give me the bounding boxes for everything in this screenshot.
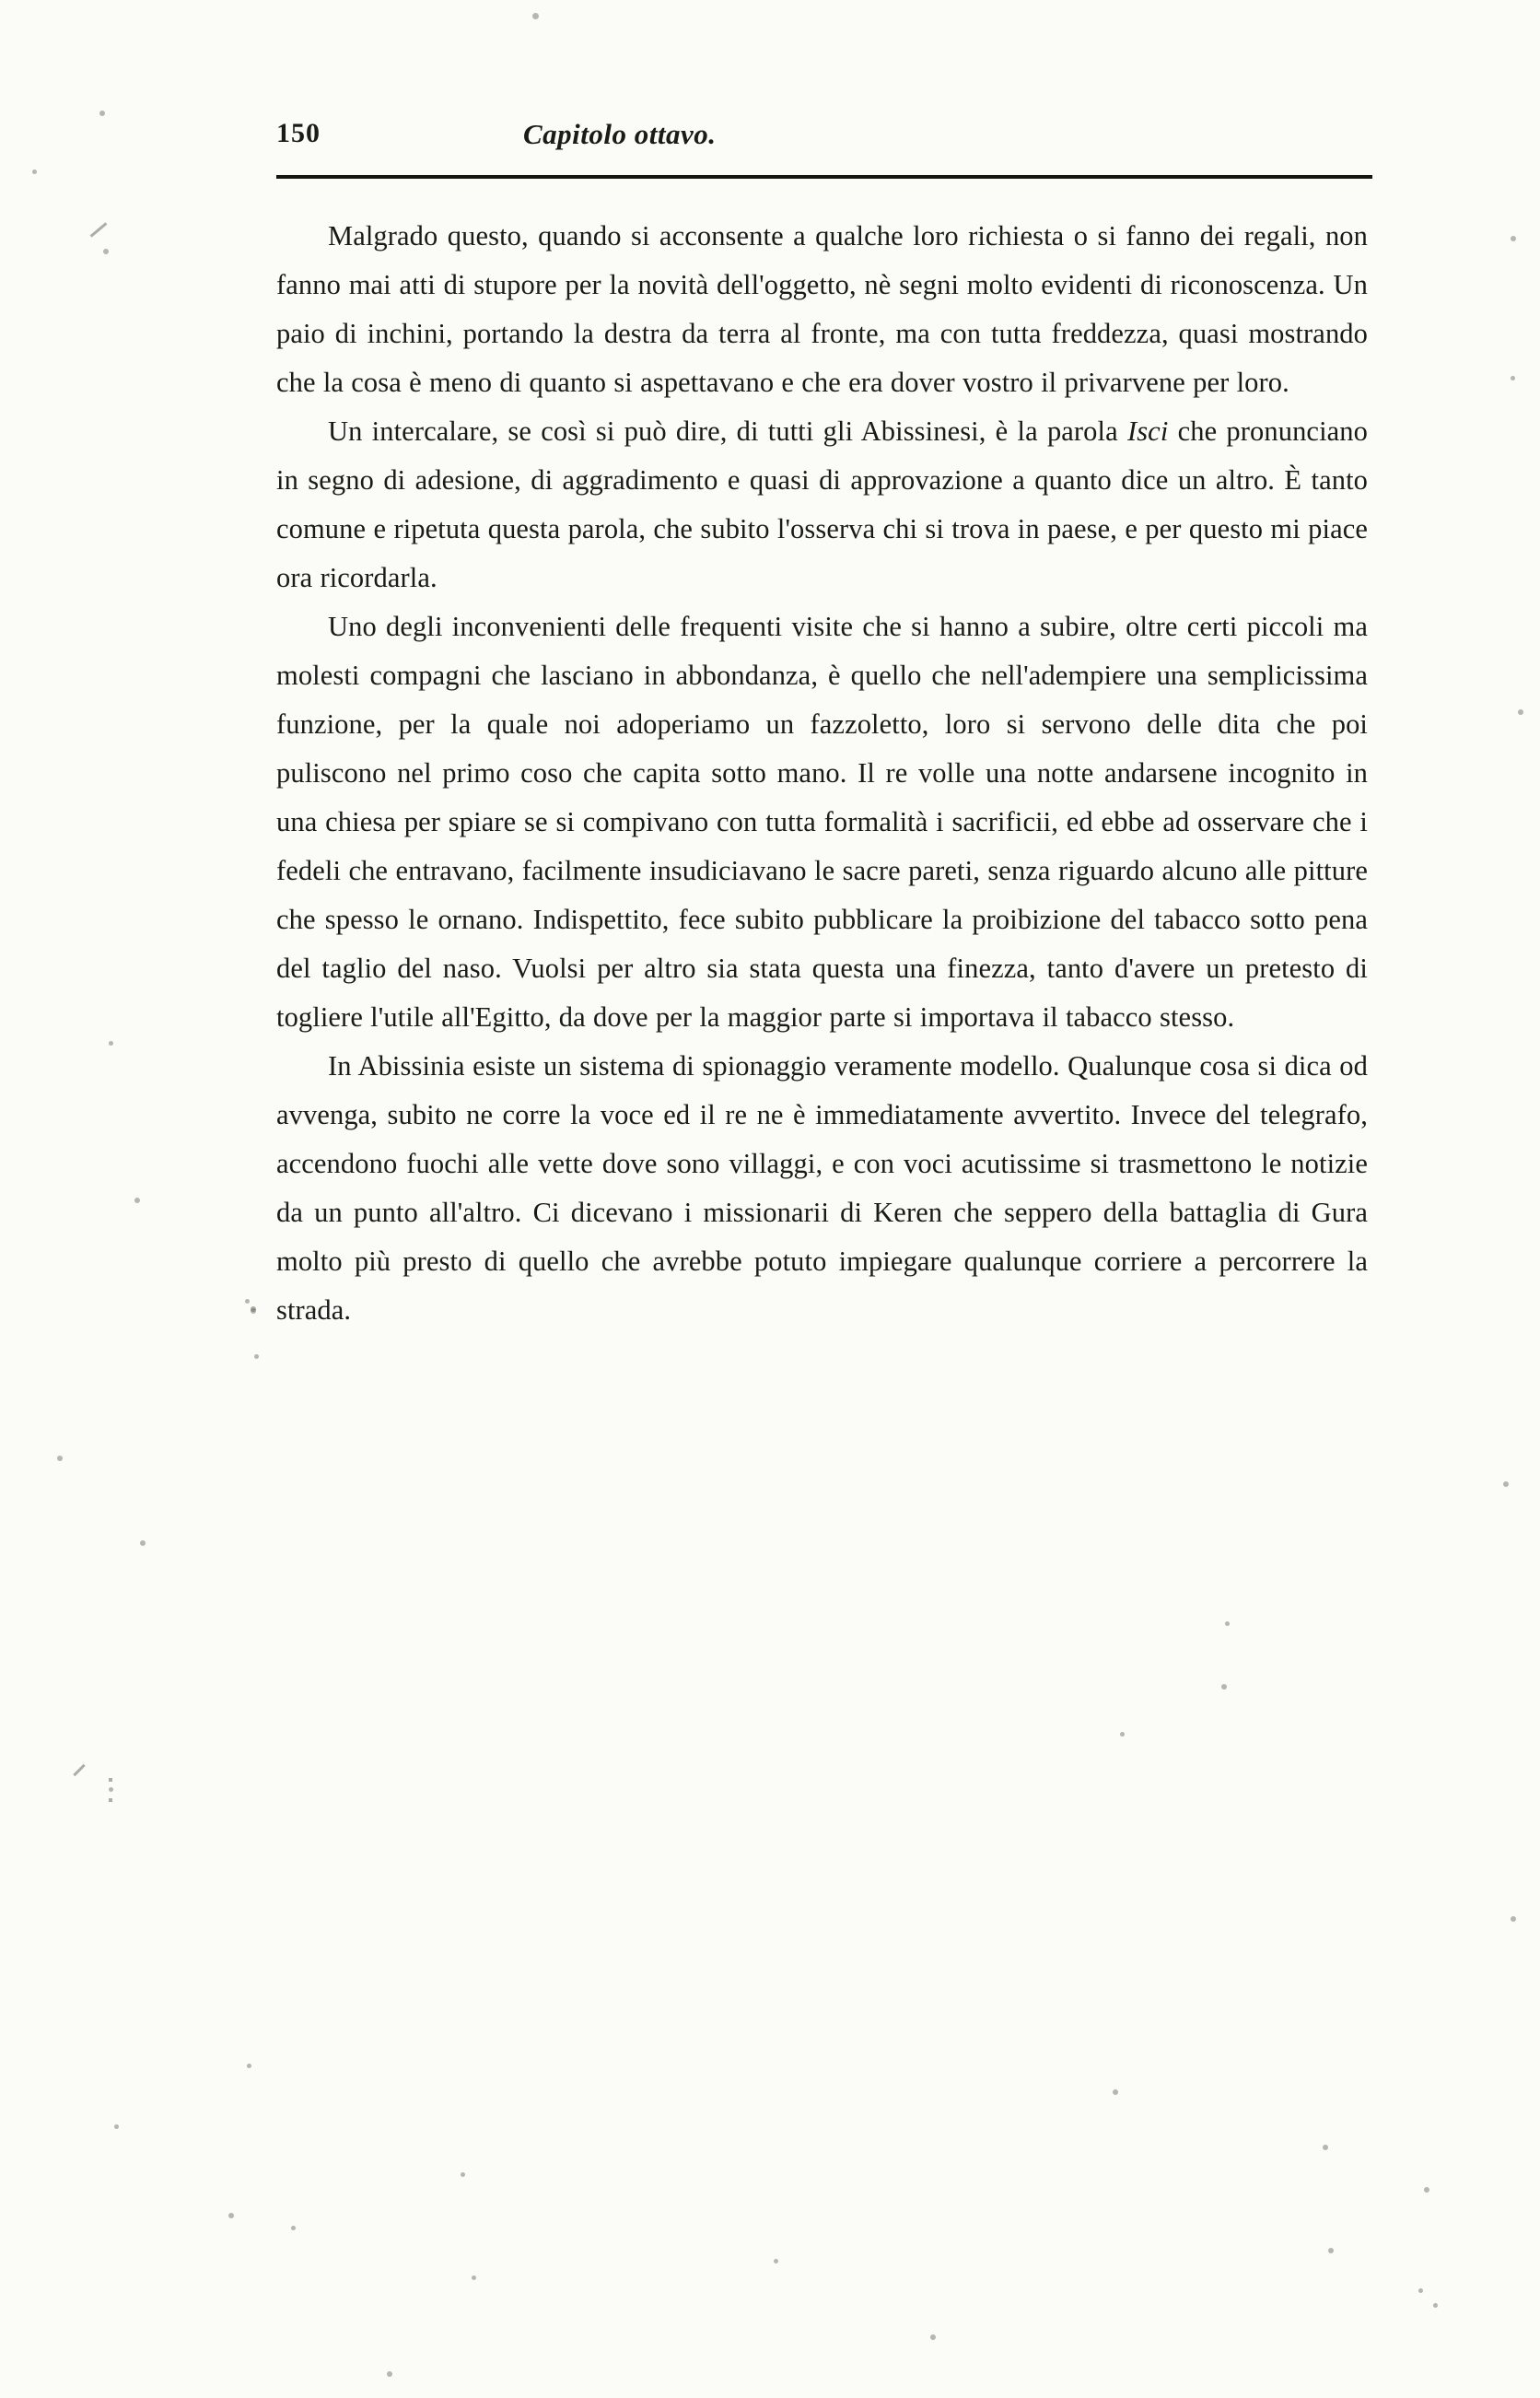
speckle (140, 1540, 146, 1546)
margin-stroke (90, 222, 108, 237)
speckle (1113, 2089, 1118, 2095)
speckle (1221, 1684, 1227, 1690)
speckle (1511, 376, 1515, 380)
speckle (245, 1299, 250, 1304)
paragraph: Malgrado questo, quando si acconsente a qualche loro richiesta o si fanno dei regali, non fanno mai atti di stupore per la novità dell'oggetto, nè segni molto evidenti di riconoscenza. Un paio di inchini, portando la destra da terra al fronte, ma con tutta freddezza, quasi mostrando che la cosa è meno di quanto si aspettavano e che era dover vostro il privarvene per loro. (276, 220, 1368, 398)
margin-stroke (109, 1798, 112, 1802)
speckle (228, 2213, 234, 2218)
paragraph: In Abissinia esiste un sistema di spionaggio veramente modello. Qualunque cosa si dica od avvenga, subito ne corre la voce ed il re ne è immediatamente avvertito. Invece del telegrafo, accendono fuochi alle vette dove sono villaggi, e con voci acutissime si trasmettono le notizie da un punto all'altro. Ci dicevano i missionarii di Keren che seppero della battaglia di Gura molto più presto di quello che avrebbe potuto impiegare qualunque corriere a percorrere la strada. (276, 1050, 1368, 1326)
header-rule (276, 175, 1372, 179)
speckle (1518, 709, 1523, 715)
speckle (532, 13, 539, 19)
speckle (774, 2259, 778, 2263)
speckle (387, 2371, 392, 2377)
italic-term: Isci (1126, 415, 1169, 447)
margin-stroke (109, 1778, 112, 1782)
speckle (109, 1787, 113, 1792)
paragraph: Uno degli inconvenienti delle frequenti visite che si hanno a subire, oltre certi piccoli ma molesti compagni che lasciano in abbondanza, è quello che nell'adempiere una semplicissima funzione, per la quale noi adoperiamo un fazzoletto, loro si servono delle dita che poi puliscono nel primo coso che capita sotto mano. Il re volle una notte andarsene incognito in una chiesa per spiare se si compivano con tutta formalità i sacrificii, ed ebbe ad osservare che i fedeli che entravano, facilmente insudiciavano le sacre pareti, senza riguardo alcuno alle pitture che spesso le ornano. Indispettito, fece subito pubblicare la proibizione del tabacco sotto pena del taglio del naso. Vuolsi per altro sia stata questa una finezza, tanto d'avere un pretesto di togliere l'utile all'Egitto, da dove per la maggior parte si importava il tabacco stesso. (276, 611, 1368, 1033)
page-content (276, 111, 1368, 1335)
paragraph: Un intercalare, se così si può dire, di tutti gli Abissinesi, è la parola Isci che pronunciano in segno di adesione, di aggradimento e quasi di approvazione a quanto dice un altro. È tanto comune e ripetuta questa parola, che subito l'osserva chi si trova in paese, e per questo mi piace ora ricordarla. (276, 415, 1368, 593)
speckle (247, 2064, 251, 2068)
speckle (1328, 2248, 1334, 2253)
speckle (99, 111, 105, 116)
page-number: 150 (276, 118, 321, 148)
speckle (57, 1456, 63, 1461)
body-text (276, 212, 1368, 1335)
speckle (1225, 1621, 1230, 1626)
speckle (930, 2334, 936, 2340)
speckle (472, 2275, 476, 2280)
speckle (114, 2124, 119, 2129)
speckle (1120, 1732, 1125, 1737)
margin-dot (251, 1306, 256, 1312)
running-head (276, 111, 1368, 177)
speckle (1424, 2187, 1429, 2193)
speckle (1511, 1916, 1516, 1922)
speckle (134, 1198, 140, 1203)
speckle (1511, 236, 1516, 241)
speckle (109, 1041, 113, 1046)
chapter-title: Capitolo ottavo. (523, 118, 717, 150)
speckle (1418, 2288, 1423, 2293)
speckle (291, 2226, 296, 2230)
speckle (254, 1354, 259, 1359)
speckle (1323, 2145, 1328, 2150)
speckle (1433, 2303, 1438, 2308)
speckle (1503, 1481, 1509, 1487)
speckle (103, 249, 109, 254)
margin-stroke (73, 1764, 85, 1776)
speckle (32, 170, 37, 174)
speckle (461, 2172, 465, 2177)
